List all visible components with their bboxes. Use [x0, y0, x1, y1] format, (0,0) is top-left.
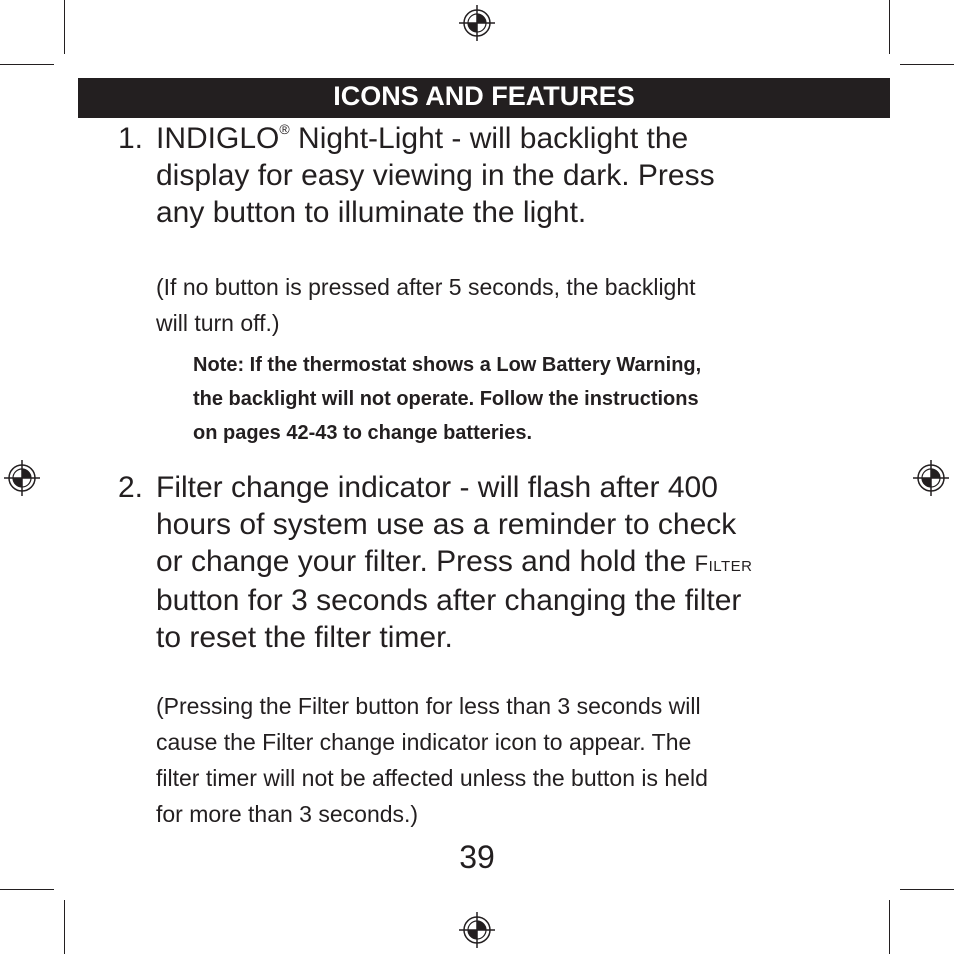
- item-1-note-line-1: Note: If the thermostat shows a Low Battery Warning,: [193, 354, 702, 376]
- registration-mark-left-icon: [4, 460, 40, 496]
- item-1-description: [118, 120, 856, 231]
- item-2-paren-line-2: cause the Filter change indicator icon to appear. The: [156, 729, 692, 755]
- item-2-line-1: Filter change indicator - will flash after 400: [156, 471, 718, 504]
- item-1-number: 1.: [118, 122, 144, 155]
- page-number: 39: [459, 839, 495, 875]
- filter-button-label: Filter: [694, 551, 753, 576]
- item-2-line-3: [156, 543, 856, 582]
- item-2-parenthetical: [156, 688, 836, 832]
- item-1-line-2: display for easy viewing in the dark. Press: [156, 159, 715, 192]
- crop-mark-bottom-left-vertical: [64, 900, 65, 954]
- crop-mark-top-right-horizontal: [900, 64, 954, 65]
- crop-mark-top-right-vertical: [889, 0, 890, 54]
- item-1-line-1-rest: Night-Light - will backlight the: [289, 122, 689, 155]
- item-1-note-line-3: on pages 42-43 to change batteries.: [193, 422, 532, 444]
- section-header: [78, 78, 890, 118]
- crop-mark-top-left-horizontal: [0, 64, 54, 65]
- registered-mark: ®: [279, 121, 290, 137]
- item-2-description: [118, 469, 856, 656]
- item-2-line-4: button for 3 seconds after changing the filter: [156, 584, 742, 617]
- item-1-paren-line-2: will turn off.): [156, 310, 280, 336]
- item-2-paren-line-1: (Pressing the Filter button for less than 3 seconds will: [156, 693, 701, 719]
- item-2-line-5: to reset the filter timer.: [156, 621, 453, 654]
- crop-mark-top-left-vertical: [64, 0, 65, 54]
- item-1-line-3: any button to illuminate the light.: [156, 196, 587, 229]
- item-1-note: [193, 348, 833, 450]
- item-2-paren-line-4: for more than 3 seconds.): [156, 801, 419, 827]
- item-1-line-1: [156, 120, 856, 157]
- registration-mark-bottom-icon: [459, 912, 495, 948]
- crop-mark-bottom-left-horizontal: [0, 889, 54, 890]
- item-2-line-2: hours of system use as a reminder to check: [156, 508, 737, 541]
- section-title: ICONS AND FEATURES: [333, 81, 635, 111]
- item-1-paren-line-1: (If no button is pressed after 5 seconds, the backlight: [156, 274, 696, 300]
- item-2-number: 2.: [118, 471, 144, 504]
- item-2-line-3-text: or change your filter. Press and hold the: [156, 545, 695, 578]
- item-1-parenthetical: [156, 269, 836, 341]
- crop-mark-bottom-right-horizontal: [900, 889, 954, 890]
- item-1-note-line-2: the backlight will not operate. Follow the instructions: [193, 388, 699, 410]
- item-1-brand: INDIGLO: [156, 122, 280, 155]
- registration-mark-top-icon: [459, 5, 495, 41]
- crop-mark-bottom-right-vertical: [889, 900, 890, 954]
- item-2-paren-line-3: filter timer will not be affected unless the button is held: [156, 765, 708, 791]
- registration-mark-right-icon: [913, 460, 949, 496]
